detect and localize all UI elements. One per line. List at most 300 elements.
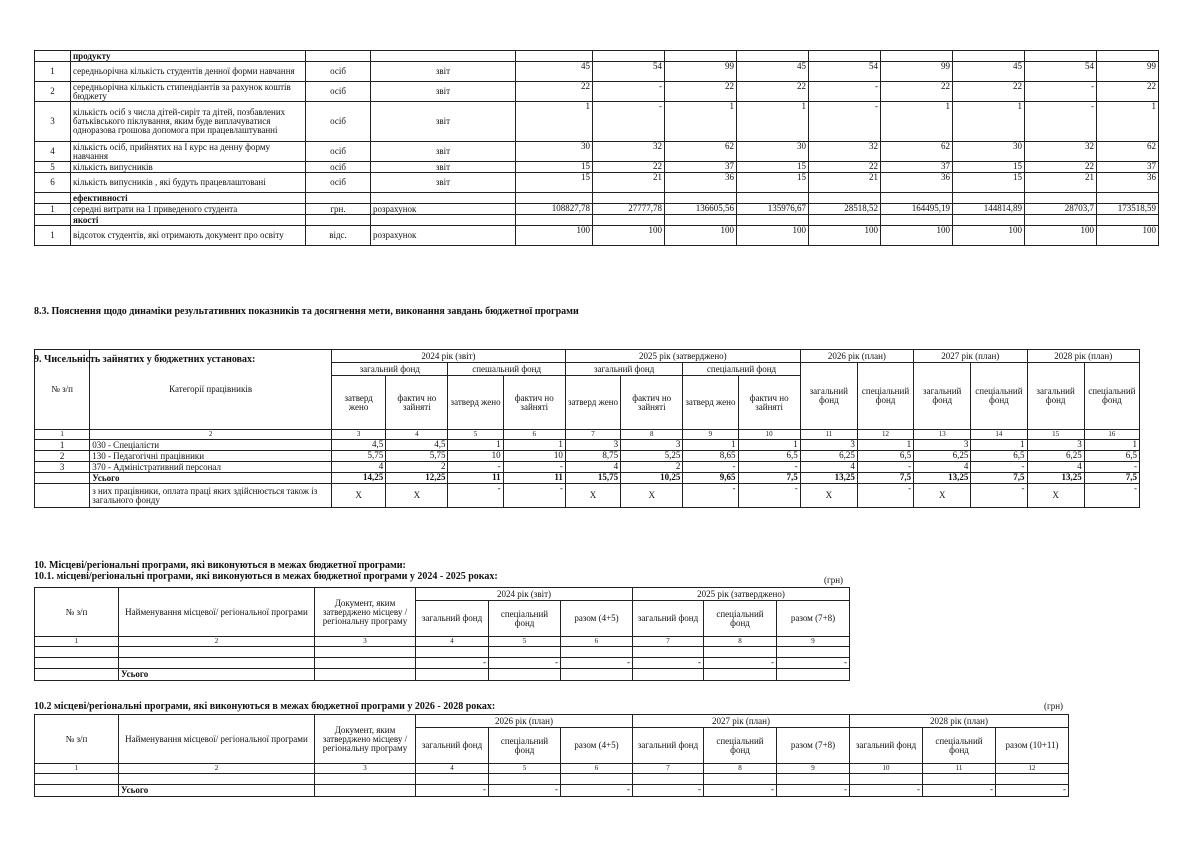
table-cell	[516, 51, 593, 62]
staff-value: -	[971, 462, 1027, 473]
staff-value: -	[857, 462, 913, 473]
staff-col-category: Категорії працівників	[90, 350, 332, 430]
indicator-value: 30	[953, 142, 1025, 162]
indicator-value: 99	[881, 62, 953, 82]
t3-total-label: Усього	[119, 669, 315, 681]
staff-value: 2	[621, 462, 683, 473]
staff-table	[34, 349, 1140, 508]
indicator-value: 100	[593, 226, 665, 246]
t4-col-name: Найменування місцевої/ регіональної програми	[119, 715, 315, 764]
indicator-unit: осіб	[306, 82, 371, 102]
regional-subsection-2-title: 10.2 місцеві/регіональні програми, які виконуються в межах бюджетної програми у 2026 - 2028 роках:	[34, 701, 496, 712]
t4-dash: -	[777, 785, 850, 797]
staff-value: 4	[1027, 462, 1084, 473]
indicator-value: 99	[665, 62, 737, 82]
column-number: 1	[35, 764, 119, 774]
staff-value: 5,75	[386, 451, 448, 462]
staff-category: 130 - Педагогічні працівники	[90, 451, 332, 462]
staff-value: 6,25	[1027, 451, 1084, 462]
row-number: 1	[35, 62, 71, 82]
note-value: -	[683, 484, 738, 508]
indicator-value: -	[809, 102, 881, 142]
indicator-value: 45	[516, 62, 593, 82]
note-value: -	[1084, 484, 1139, 508]
indicator-value: 100	[953, 226, 1025, 246]
table-cell	[593, 215, 665, 226]
table-cell	[35, 484, 90, 508]
column-number: 12	[857, 430, 913, 440]
table-cell	[809, 193, 881, 204]
section-header-row	[35, 51, 1159, 62]
t3-special-fund: спеціальний фонд	[704, 601, 777, 637]
indicator-value: 1	[665, 102, 737, 142]
t4-special-fund: спеціальний фонд	[489, 728, 561, 764]
indicator-value: 22	[593, 162, 665, 173]
row-number: 3	[35, 462, 90, 473]
staff-2027-general: загальний фонд	[914, 363, 971, 430]
staff-value: 6,5	[971, 451, 1027, 462]
total-value: 7,5	[857, 473, 913, 484]
row-number: 2	[35, 451, 90, 462]
indicator-unit: осіб	[306, 102, 371, 142]
indicator-name: кількість випусників	[71, 162, 306, 173]
indicator-value: 108827,78	[516, 204, 593, 215]
indicator-value: 36	[881, 173, 953, 193]
indicator-value: 1	[953, 102, 1025, 142]
indicator-source: звіт	[371, 102, 516, 142]
staff-section-title: 9. Чисельність зайнятих у бюджетних установах:	[34, 354, 256, 365]
column-number: 4	[386, 430, 448, 440]
total-value: 13,25	[1027, 473, 1084, 484]
indicator-name: середньорічна кількість студентів денної форми навчання	[71, 62, 306, 82]
staff-value: 3	[800, 440, 857, 451]
table-cell	[809, 215, 881, 226]
column-number: 1	[35, 637, 119, 647]
indicator-unit: відс.	[306, 226, 371, 246]
indicator-value: 30	[516, 142, 593, 162]
table-cell	[371, 51, 516, 62]
table-cell	[881, 215, 953, 226]
staff-value: 4	[914, 462, 971, 473]
table-cell	[665, 215, 737, 226]
column-number: 6	[561, 764, 633, 774]
performance-indicators-table	[34, 50, 1159, 246]
indicator-value: 100	[516, 226, 593, 246]
row-number: 5	[35, 162, 71, 173]
indicator-value: 62	[881, 142, 953, 162]
t3-general-fund: загальний фонд	[416, 601, 489, 637]
t4-dash: -	[416, 785, 489, 797]
table-cell	[593, 193, 665, 204]
row-number: 1	[35, 204, 71, 215]
note-value: -	[448, 484, 503, 508]
total-value: 12,25	[386, 473, 448, 484]
staff-value: 4	[800, 462, 857, 473]
staff-2024-general: загальний фонд	[332, 363, 448, 376]
column-number: 13	[914, 430, 971, 440]
t4-dash: -	[489, 785, 561, 797]
column-number: 8	[704, 637, 777, 647]
indicator-unit: осіб	[306, 62, 371, 82]
table-cell	[665, 51, 737, 62]
column-number: 3	[332, 430, 386, 440]
indicator-value: -	[593, 82, 665, 102]
staff-value: 6,5	[1084, 451, 1139, 462]
staff-category: 030 - Спеціалісти	[90, 440, 332, 451]
column-number: 10	[850, 764, 923, 774]
indicator-value: 100	[809, 226, 881, 246]
indicator-value: 100	[881, 226, 953, 246]
staff-actual: фактич но зайняті	[621, 376, 683, 430]
table-cell	[1025, 51, 1097, 62]
column-number: 1	[35, 430, 90, 440]
table-cell	[516, 215, 593, 226]
t4-total-label: Усього	[119, 785, 315, 797]
table-cell	[306, 193, 371, 204]
staff-value: 10	[448, 451, 503, 462]
t3-dash: -	[416, 658, 489, 669]
table-cell	[35, 51, 71, 62]
column-number: 14	[971, 430, 1027, 440]
section-name: продукту	[71, 51, 306, 62]
staff-value: 6,25	[800, 451, 857, 462]
section-name: ефективності	[71, 193, 306, 204]
column-number: 6	[561, 637, 633, 647]
t3-col-name: Найменування місцевої/ регіональної програми	[119, 588, 315, 637]
indicator-value: 45	[953, 62, 1025, 82]
indicator-value: 15	[516, 173, 593, 193]
t4-special-fund: спеціальний фонд	[704, 728, 777, 764]
table-cell	[953, 193, 1025, 204]
indicator-value: 144814,89	[953, 204, 1025, 215]
t4-dash: -	[633, 785, 704, 797]
total-value: 7,5	[971, 473, 1027, 484]
t4-year-2026: 2026 рік (план)	[416, 715, 633, 728]
t4-sum-7-8: разом (7+8)	[777, 728, 850, 764]
table-row	[35, 102, 1159, 142]
staff-value: 5,75	[332, 451, 386, 462]
t4-dash: -	[996, 785, 1069, 797]
staff-actual: фактич но зайняті	[503, 376, 565, 430]
indicator-value: 22	[809, 162, 881, 173]
column-number: 5	[489, 764, 561, 774]
indicator-source: звіт	[371, 173, 516, 193]
staff-value: 1	[857, 440, 913, 451]
staff-value: 4	[565, 462, 620, 473]
row-number: 1	[35, 226, 71, 246]
indicator-value: 62	[1097, 142, 1159, 162]
table-row	[35, 162, 1159, 173]
note-value: -	[503, 484, 565, 508]
staff-value: 8,75	[565, 451, 620, 462]
staff-actual: фактич но зайняті	[386, 376, 448, 430]
indicator-value: 37	[665, 162, 737, 173]
note-value: X	[386, 484, 448, 508]
indicator-value: 15	[953, 173, 1025, 193]
indicator-value: 100	[1025, 226, 1097, 246]
staff-value: 4	[332, 462, 386, 473]
table-row	[35, 226, 1159, 246]
regional-section-title: 10. Місцеві/регіональні програми, які виконуються в межах бюджетної програми:	[34, 560, 406, 571]
indicator-value: 28703,7	[1025, 204, 1097, 215]
t4-dash: -	[561, 785, 633, 797]
staff-2028-general: загальний фонд	[1027, 363, 1084, 430]
staff-2025-special: спеціальний фонд	[683, 363, 800, 376]
staff-value: -	[503, 462, 565, 473]
staff-actual: фактич но зайняті	[738, 376, 800, 430]
indicator-value: 22	[1097, 82, 1159, 102]
t3-col-document: Документ, яким затверджено місцеву / регіональну програму	[315, 588, 416, 637]
section-header-row	[35, 193, 1159, 204]
table-cell	[737, 193, 809, 204]
indicator-value: 15	[737, 162, 809, 173]
table-cell	[1097, 215, 1159, 226]
indicator-value: 62	[665, 142, 737, 162]
column-number: 4	[416, 764, 489, 774]
indicator-value: 22	[953, 82, 1025, 102]
staff-value: 3	[1027, 440, 1084, 451]
table-cell	[516, 193, 593, 204]
indicator-source: звіт	[371, 162, 516, 173]
t4-general-fund: загальний фонд	[850, 728, 923, 764]
staff-year-2026: 2026 рік (план)	[800, 350, 913, 363]
indicator-source: звіт	[371, 82, 516, 102]
column-number: 5	[448, 430, 503, 440]
column-number: 9	[777, 764, 850, 774]
staff-value: 3	[621, 440, 683, 451]
indicator-value: 54	[1025, 62, 1097, 82]
indicator-name: кількість осіб, прийнятих на I курс на денну форму навчання	[71, 142, 306, 162]
staff-value: 4,5	[386, 440, 448, 451]
column-number: 7	[565, 430, 620, 440]
total-value: 13,25	[914, 473, 971, 484]
staff-approved: затверд жено	[683, 376, 738, 430]
t4-general-fund: загальний фонд	[416, 728, 489, 764]
column-number: 3	[315, 764, 416, 774]
indicator-value: 1	[1097, 102, 1159, 142]
table-cell	[665, 193, 737, 204]
indicator-value: 15	[516, 162, 593, 173]
indicator-value: 1	[737, 102, 809, 142]
row-number: 1	[35, 440, 90, 451]
note-value: X	[565, 484, 620, 508]
staff-value: -	[448, 462, 503, 473]
staff-value: 1	[1084, 440, 1139, 451]
indicator-value: 22	[516, 82, 593, 102]
column-number: 9	[777, 637, 850, 647]
regional-unit-1: (грн)	[824, 575, 844, 585]
indicator-source: звіт	[371, 62, 516, 82]
t3-dash: -	[561, 658, 633, 669]
column-number: 2	[119, 637, 315, 647]
staff-year-2024: 2024 рік (звіт)	[332, 350, 566, 363]
table-cell	[1097, 51, 1159, 62]
note-value: X	[800, 484, 857, 508]
t3-sum-4-5: разом (4+5)	[561, 601, 633, 637]
column-number: 4	[416, 637, 489, 647]
staff-value: 6,5	[738, 451, 800, 462]
table-row	[35, 82, 1159, 102]
t4-sum-10-11: разом (10+11)	[996, 728, 1069, 764]
table-row	[35, 204, 1159, 215]
staff-value: 1	[683, 440, 738, 451]
indicator-value: 54	[809, 62, 881, 82]
table-cell	[1025, 193, 1097, 204]
staff-value: 10	[503, 451, 565, 462]
table-row	[35, 440, 1140, 451]
indicator-value: 22	[1025, 162, 1097, 173]
indicator-value: 173518,59	[1097, 204, 1159, 215]
column-number: 2	[90, 430, 332, 440]
table-cell	[809, 51, 881, 62]
staff-value: 1	[971, 440, 1027, 451]
total-value: 13,25	[800, 473, 857, 484]
total-label: Усього	[90, 473, 332, 484]
column-number: 11	[923, 764, 996, 774]
t4-dash: -	[704, 785, 777, 797]
total-row	[35, 473, 1140, 484]
t4-general-fund: загальний фонд	[633, 728, 704, 764]
indicator-value: 1	[516, 102, 593, 142]
t3-general-fund: загальний фонд	[633, 601, 704, 637]
indicator-value: 21	[1025, 173, 1097, 193]
total-value: 7,5	[738, 473, 800, 484]
indicator-name: кількість випусників , які будуть працевлаштовані	[71, 173, 306, 193]
indicator-name: відсоток студентів, які отримають документ про освіту	[71, 226, 306, 246]
staff-value: 1	[448, 440, 503, 451]
indicator-value: 1	[881, 102, 953, 142]
t4-dash: -	[850, 785, 923, 797]
column-number: 16	[1084, 430, 1139, 440]
indicator-value: 164495,19	[881, 204, 953, 215]
staff-value: 3	[565, 440, 620, 451]
total-value: 10,25	[621, 473, 683, 484]
t3-col-number: № з/п	[35, 588, 119, 637]
note-row	[35, 484, 1140, 508]
indicator-value: -	[1025, 102, 1097, 142]
table-cell	[953, 51, 1025, 62]
indicator-name: середньорічна кількість стипендіантів за рахунок коштів бюджету	[71, 82, 306, 102]
indicator-value: 32	[809, 142, 881, 162]
table-row	[35, 462, 1140, 473]
indicator-value: -	[1025, 82, 1097, 102]
indicator-value: -	[809, 82, 881, 102]
note-value: X	[914, 484, 971, 508]
column-number: 2	[119, 764, 315, 774]
indicator-value: 100	[737, 226, 809, 246]
column-number: 12	[996, 764, 1069, 774]
column-number: 10	[738, 430, 800, 440]
note-label: з них працівники, оплата праці яких здійснюється також із загального фонду	[90, 484, 332, 508]
indicator-unit: осіб	[306, 162, 371, 173]
table-row	[35, 173, 1159, 193]
t4-col-number: № з/п	[35, 715, 119, 764]
t3-sum-7-8: разом (7+8)	[777, 601, 850, 637]
staff-2026-special: спеціальний фонд	[857, 363, 913, 430]
indicator-value: 36	[1097, 173, 1159, 193]
column-number: 15	[1027, 430, 1084, 440]
column-number: 9	[683, 430, 738, 440]
table-row	[35, 62, 1159, 82]
staff-value: -	[1084, 462, 1139, 473]
t4-year-2028: 2028 рік (план)	[850, 715, 1069, 728]
staff-2025-general: загальний фонд	[565, 363, 682, 376]
indicator-value: 54	[593, 62, 665, 82]
indicator-value: 22	[737, 82, 809, 102]
t3-year-2025: 2025 рік (затверджено)	[633, 588, 850, 601]
table-cell	[593, 51, 665, 62]
indicator-source: звіт	[371, 142, 516, 162]
indicator-value: 15	[737, 173, 809, 193]
t3-dash: -	[704, 658, 777, 669]
indicator-value: 21	[809, 173, 881, 193]
t3-special-fund: спеціальний фонд	[489, 601, 561, 637]
indicator-value: 32	[593, 142, 665, 162]
total-value: 14,25	[332, 473, 386, 484]
section-8-3-heading: 8.3. Пояснення щодо динаміки результативних показників та досягнення мети, виконання завдань бюджетної програми	[34, 306, 579, 317]
column-number: 8	[621, 430, 683, 440]
staff-value: 2	[386, 462, 448, 473]
indicator-value: 21	[593, 173, 665, 193]
indicator-unit: осіб	[306, 173, 371, 193]
table-cell	[737, 51, 809, 62]
table-cell	[35, 473, 90, 484]
indicator-value: 45	[737, 62, 809, 82]
indicator-value: 37	[1097, 162, 1159, 173]
note-value: X	[332, 484, 386, 508]
regional-programs-2026-2028-table	[34, 714, 1069, 797]
staff-year-2025: 2025 рік (затверджено)	[565, 350, 800, 363]
column-number: 7	[633, 764, 704, 774]
staff-value: 1	[503, 440, 565, 451]
table-cell	[953, 215, 1025, 226]
staff-category: 370 - Адміністративний персонал	[90, 462, 332, 473]
t4-dash: -	[923, 785, 996, 797]
table-cell	[737, 215, 809, 226]
indicator-value: 32	[1025, 142, 1097, 162]
t3-dash: -	[489, 658, 561, 669]
indicator-name: кількість осіб з числа дітей-сиріт та дітей, позбавлених батьківського піклування, яким буде виплачуватися одноразова грошова допомога при працевлаштуванні	[71, 102, 306, 142]
indicator-value: 36	[665, 173, 737, 193]
table-cell	[1097, 193, 1159, 204]
indicator-value: -	[593, 102, 665, 142]
regional-unit-2: (грн)	[1044, 701, 1064, 711]
indicator-value: 15	[953, 162, 1025, 173]
table-cell	[306, 215, 371, 226]
staff-approved: затверд жено	[448, 376, 503, 430]
row-number: 4	[35, 142, 71, 162]
table-cell	[371, 193, 516, 204]
staff-value: 4,5	[332, 440, 386, 451]
section-header-row	[35, 215, 1159, 226]
regional-programs-2024-2025-table	[34, 587, 850, 681]
table-cell	[881, 193, 953, 204]
staff-2027-special: спеціальний фонд	[971, 363, 1027, 430]
staff-value: -	[683, 462, 738, 473]
row-number: 2	[35, 82, 71, 102]
note-value: X	[621, 484, 683, 508]
total-value: 11	[448, 473, 503, 484]
t4-col-document: Документ, яким затверджено місцеву / регіональну програму	[315, 715, 416, 764]
total-value: 15,75	[565, 473, 620, 484]
regional-subsection-1-title: 10.1. місцеві/регіональні програми, які виконуються в межах бюджетної програми у 2024 - 2025 роках:	[34, 571, 498, 582]
staff-value: 6,25	[914, 451, 971, 462]
total-value: 7,5	[1084, 473, 1139, 484]
note-value: X	[1027, 484, 1084, 508]
staff-value: 5,25	[621, 451, 683, 462]
table-cell	[1025, 215, 1097, 226]
table-cell	[881, 51, 953, 62]
